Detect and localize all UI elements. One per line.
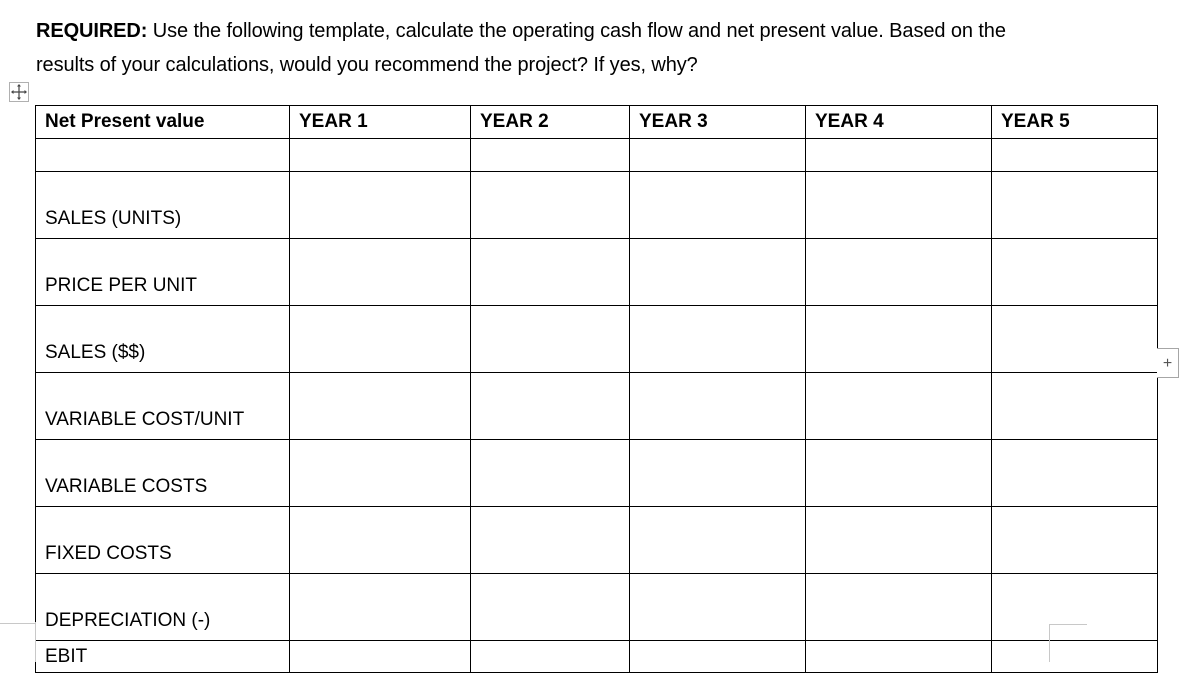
table-cell[interactable] [471,139,630,172]
table-cell[interactable] [630,440,806,507]
table-row [36,574,1158,641]
table-cell[interactable] [471,440,630,507]
table-cell[interactable] [806,440,992,507]
table-cell[interactable] [806,239,992,306]
table-row [36,306,1158,373]
table-cell[interactable] [290,574,471,641]
table-cell[interactable] [630,507,806,574]
table-cell[interactable] [806,373,992,440]
page-crop-mark [1049,624,1050,662]
table-cell[interactable] [36,139,290,172]
table-move-handle-icon[interactable] [8,82,30,102]
table-cell[interactable] [630,373,806,440]
row-label-ebit[interactable]: EBIT [36,641,290,673]
table-cell[interactable] [630,306,806,373]
table-cell[interactable] [471,641,630,673]
table-cell[interactable] [992,373,1158,440]
table-row [36,239,1158,306]
table-cell[interactable] [992,440,1158,507]
table-row [36,172,1158,239]
row-label-variable-cost-per-unit[interactable]: VARIABLE COST/UNIT [36,373,290,440]
table-cell[interactable] [290,239,471,306]
table-cell[interactable] [290,507,471,574]
table-cell[interactable] [290,172,471,239]
row-label-depreciation[interactable]: DEPRECIATION (-) [36,574,290,641]
table-cell[interactable] [290,139,471,172]
table-cell[interactable] [992,507,1158,574]
header-year-3: YEAR 3 [630,106,806,139]
table-cell[interactable] [630,239,806,306]
header-row [36,106,1158,139]
plus-icon: + [1162,355,1173,372]
table-cell[interactable] [806,574,992,641]
table-cell[interactable] [992,172,1158,239]
table-cell[interactable] [806,507,992,574]
row-label-sales-units[interactable]: SALES (UNITS) [36,172,290,239]
table-cell[interactable] [806,306,992,373]
header-year-1: YEAR 1 [290,106,471,139]
table-row [36,641,1158,673]
header-net-present-value: Net Present value [36,106,290,139]
table-cell[interactable] [992,574,1158,641]
table-cell[interactable] [290,306,471,373]
npv-table [35,105,1158,673]
table-cell[interactable] [290,440,471,507]
table-cell[interactable] [992,139,1158,172]
header-year-4: YEAR 4 [806,106,992,139]
table-cell[interactable] [471,306,630,373]
table-cell[interactable] [992,239,1158,306]
table-cell[interactable] [290,641,471,673]
instructions-text: Use the following template, calculate the operating cash flow and net present value. Based on the results of your calculations, would you recommend the project? If yes, why? [36,20,1006,76]
instructions-paragraph [36,14,1046,82]
table-cell[interactable] [806,172,992,239]
table-cell[interactable] [290,373,471,440]
table-cell[interactable] [630,641,806,673]
header-year-2: YEAR 2 [471,106,630,139]
table-cell[interactable] [471,239,630,306]
table-cell[interactable] [806,139,992,172]
table-cell[interactable] [806,641,992,673]
row-label-sales-dollars[interactable]: SALES ($$) [36,306,290,373]
table-row [36,139,1158,172]
required-label: REQUIRED: [36,20,148,42]
table-cell[interactable] [630,172,806,239]
table-row [36,507,1158,574]
table-cell[interactable] [630,574,806,641]
header-year-5: YEAR 5 [992,106,1158,139]
table-row [36,440,1158,507]
row-label-variable-costs[interactable]: VARIABLE COSTS [36,440,290,507]
table-cell[interactable] [471,172,630,239]
table-cell[interactable] [630,139,806,172]
table-cell[interactable] [471,373,630,440]
row-label-fixed-costs[interactable]: FIXED COSTS [36,507,290,574]
add-column-button[interactable] [1157,348,1179,378]
page-crop-mark [1049,624,1087,625]
table-row [36,373,1158,440]
table-cell[interactable] [471,507,630,574]
table-cell[interactable] [992,306,1158,373]
table-cell[interactable] [992,641,1158,673]
row-label-price-per-unit[interactable]: PRICE PER UNIT [36,239,290,306]
table-cell[interactable] [471,574,630,641]
page-crop-mark [0,623,35,624]
page-crop-mark [35,622,36,662]
